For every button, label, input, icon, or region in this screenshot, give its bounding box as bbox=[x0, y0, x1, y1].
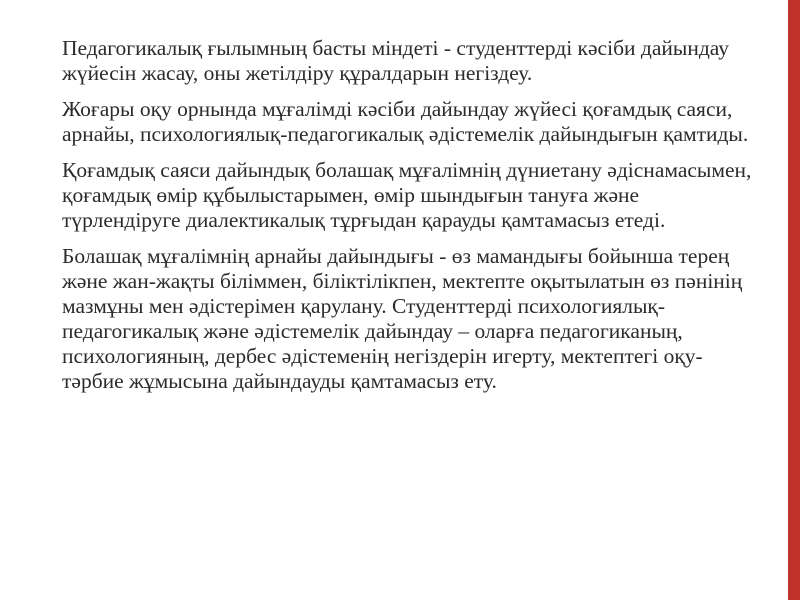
paragraph-1: Педагогикалық ғылымның басты міндеті - студенттерді кәсіби дайындау жүйесін жасау, оны жетілдіру құралдарын негіздеу. bbox=[62, 36, 729, 85]
paragraph-4: Болашақ мұғалімнің арнайы дайындығы - өз мамандығы бойынша терең және жан-жақты біліммен, біліктілікпен, мектепте оқытылатын өз пәнінің мазмұны мен әдістерімен қарулану. Студенттерді психологиялық-педагогикалық және әдістемелік дайындау – оларға педагогиканың, психологияның, дербес әдістеменің негіздерін игерту, мектептегі оқу-тәрбие жұмысына дайындауды қамтамасыз ету. bbox=[62, 244, 743, 393]
slide-body bbox=[62, 36, 752, 405]
right-accent-bar bbox=[788, 0, 800, 600]
paragraph-3: Қоғамдық саяси дайындық болашақ мұғалімнің дүниетану әдіснамасымен, қоғамдық өмір құбылыстарымен, өмір шындығын тануға және түрлендіруге диалектикалық тұрғыдан қарауды қамтамасыз етеді. bbox=[62, 158, 752, 232]
paragraph-2: Жоғары оқу орнында мұғалімді кәсіби дайындау жүйесі қоғамдық саяси, арнайы, психологиялық-педагогикалық әдістемелік дайындығын қамтиды. bbox=[62, 97, 749, 146]
